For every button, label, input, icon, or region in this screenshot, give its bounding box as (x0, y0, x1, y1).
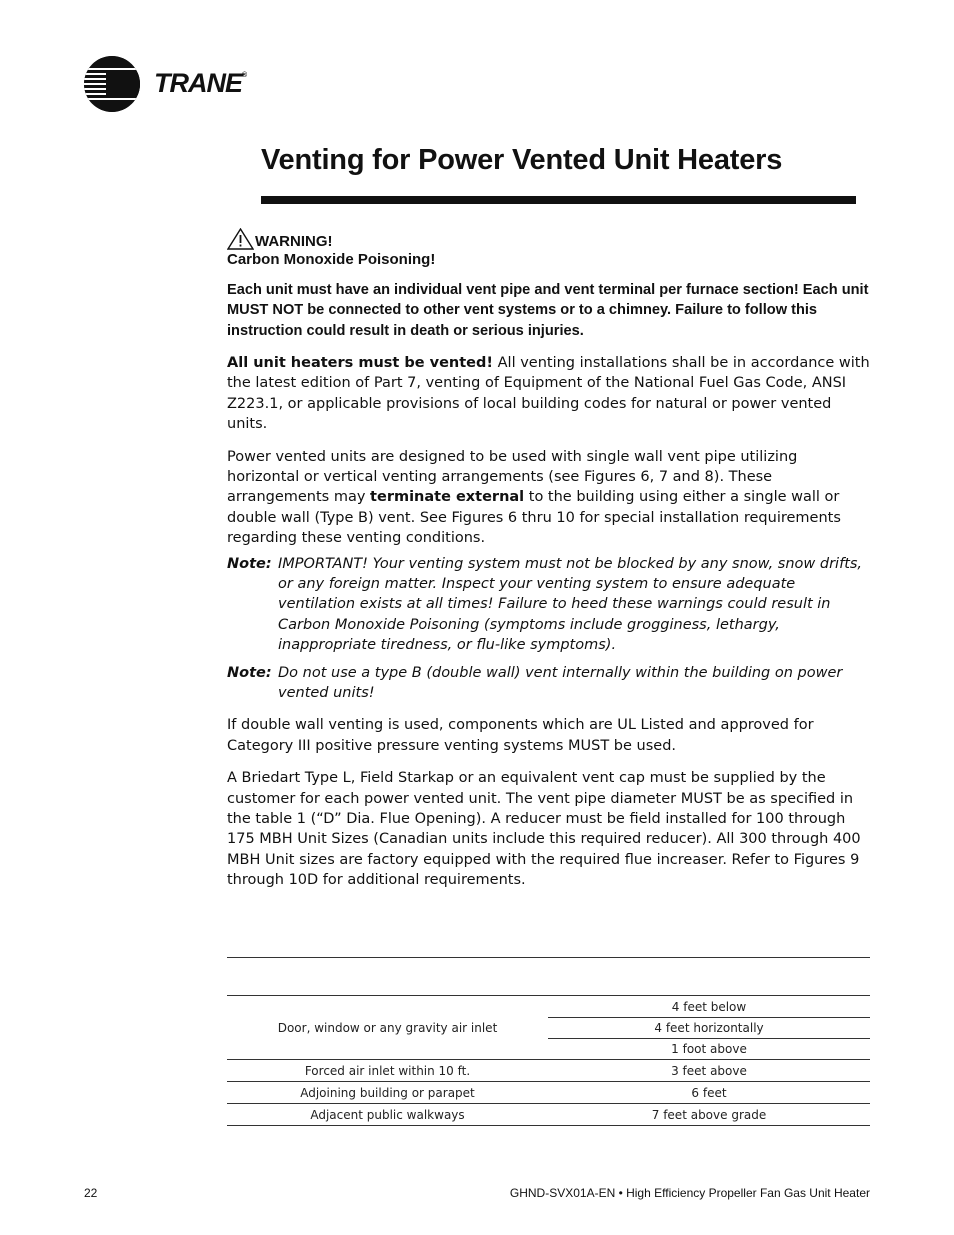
main-content (227, 228, 872, 903)
title-rule (261, 196, 856, 204)
paragraph-power-vented-bold: terminate external (370, 489, 525, 506)
table-cell-label: Adjoining building or parapet (227, 1082, 548, 1104)
warning-body: Each unit must have an individual vent pipe and vent terminal per furnace section! Each unit MUST NOT be connected to other vent systems or to a chimney. Failure to follow this instruction could result in death or serious injuries. (227, 282, 869, 339)
paragraph-vented-text: All venting installations shall be in accordance with the latest edition of Part 7, venting of Equipment of the National Fuel Gas Code, ANSI Z223.1, or applicable provisions of local building codes for natural or power vented units. (227, 354, 870, 433)
trane-logo-emblem-icon (84, 56, 140, 112)
table-cell-label: Forced air inlet within 10 ft. (227, 1060, 548, 1082)
warning-label: WARNING! (255, 233, 333, 250)
document-reference: GHND-SVX01A-EN • High Efficiency Propeller Fan Gas Unit Heater (509, 1186, 870, 1200)
paragraph-power-vented-text-b: to the building using either a single wall or double wall (Type B) vent. See Figures 6 thru 10 for special installation requirements regarding these venting conditions. (227, 489, 841, 547)
page-title: Venting for Power Vented Unit Heaters (261, 144, 783, 176)
paragraph-double-wall: If double wall venting is used, components which are UL Listed and approved for Category III positive pressure venting systems MUST be used. (227, 717, 814, 754)
paragraph-power-vented (227, 447, 872, 549)
note-label: Note: (227, 664, 272, 681)
warning-triangle-icon (227, 228, 254, 250)
trane-logo (84, 56, 284, 112)
table-row (227, 1060, 870, 1082)
table-cell-label: Door, window or any gravity air inlet (227, 996, 548, 1060)
table-row (227, 1082, 870, 1104)
note-label: Note: (227, 555, 272, 572)
table-row (227, 996, 870, 1018)
paragraph-power-vented-text-a: Power vented units are designed to be used with single wall vent pipe utilizing horizontal or vertical venting arrangements (see Figures 6, 7 and 8). These arrangements may (227, 448, 798, 506)
note-important (227, 554, 872, 656)
note-type-b (227, 663, 872, 704)
paragraph-vented-lead: All unit heaters must be vented! (227, 354, 494, 371)
paragraph-vent-cap: A Briedart Type L, Field Starkap or an equivalent vent cap must be supplied by the customer for each power vented unit. The vent pipe diameter MUST be as specified in the table 1 (“D” Dia. Flue Opening). A reducer must be field installed for 100 through 175 MBH Unit Sizes (Canadian units include this required reducer). All 300 through 400 MBH Unit sizes are factory equipped with the required flue increaser. Refer to Figures 9 through 10D for additional requirements. (227, 770, 861, 889)
trane-logo-text: TRANE® (154, 68, 247, 98)
note-text: IMPORTANT! Your venting system must not be blocked by any snow, snow drifts, or any foreign matter. Inspect your venting system to ensure adequate ventilation exists at all times! Failure to heed these warnings could result in Carbon Monoxide Poisoning (symptoms include grogginess, lethargy, inappropriate tiredness, or flu-like symptoms). (278, 555, 863, 654)
table-cell-value: 4 feet below (548, 996, 870, 1018)
table-cell-value: 1 foot above (548, 1038, 870, 1060)
page-number: 22 (84, 1186, 98, 1200)
warning-heading (227, 228, 872, 250)
table-row (227, 1104, 870, 1126)
paragraph-vented (227, 353, 872, 435)
table-cell-value: 6 feet (548, 1082, 870, 1104)
warning-subtitle: Carbon Monoxide Poisoning! (227, 251, 436, 268)
note-text: Do not use a type B (double wall) vent internally within the building on power vented units! (278, 664, 843, 701)
vent-clearance-table (227, 957, 870, 1126)
table-cell-value: 4 feet horizontally (548, 1017, 870, 1038)
table-cell-label: Adjacent public walkways (227, 1104, 548, 1126)
table-cell-value: 3 feet above (548, 1060, 870, 1082)
table-cell-value: 7 feet above grade (548, 1104, 870, 1126)
